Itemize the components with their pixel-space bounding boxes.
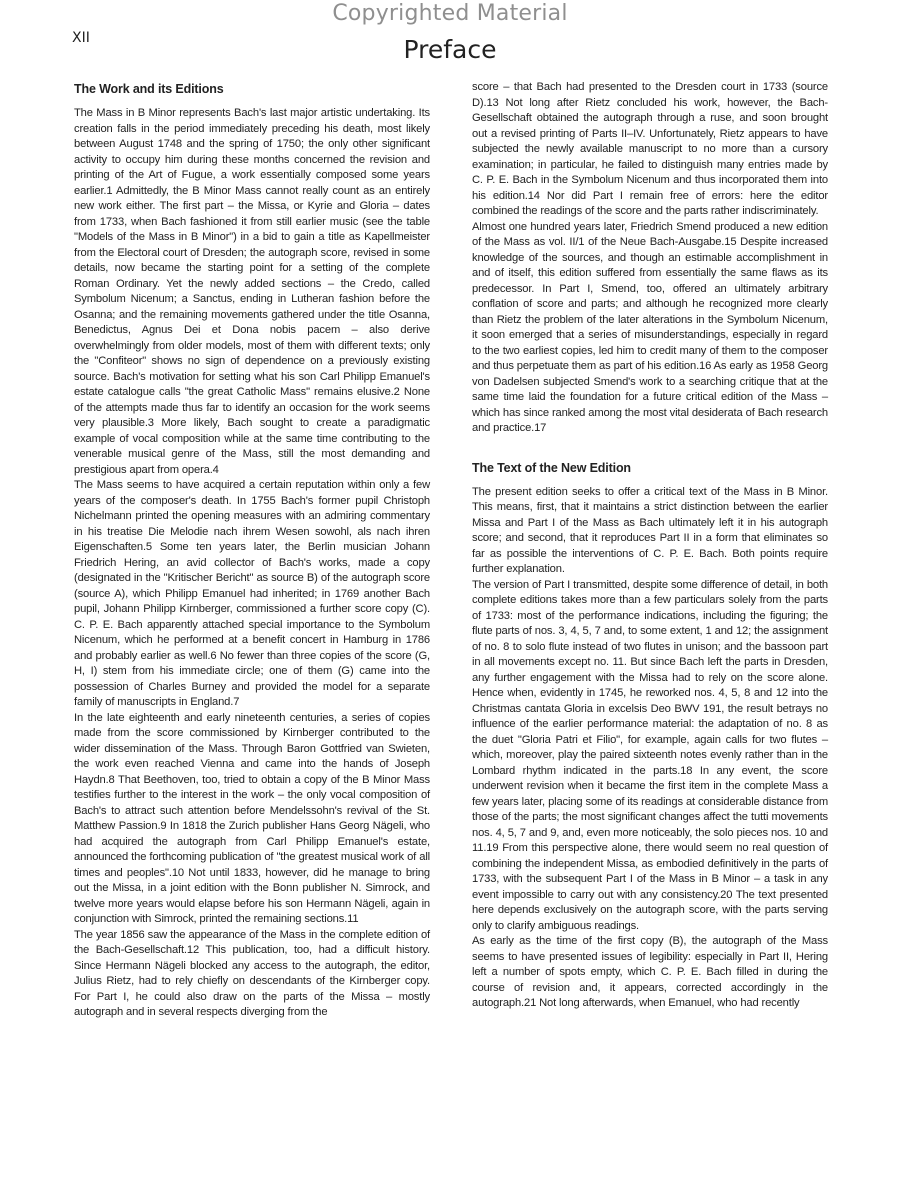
left-column xyxy=(74,80,430,1021)
paragraph: The Mass in B Minor represents Bach's last major artistic undertaking. Its creation falls in the period immediately preceding his death, most likely between August 1748 and the spring of 1750; the only other significant activity to occupy him during these months concerned the revision and printing of the Art of Fugue, a work essentially composed some years earlier.1 Admittedly, the B Minor Mass cannot really count as an entirely new work either. The first part – the Missa, or Kyrie and Gloria – dates from 1733, when Bach fashioned it from still earlier music (see the table "Models of the Mass in B Minor") in a bid to gain a title as Kapellmeister from the Electoral court of Dresden; the autograph score, revised in some details, now became the starting point for a setting of the complete Roman Ordinary. Yet the newly added sections – the Credo, called Symbolum Nicenum; a Sanctus, ending in Lutheran fashion before the Osanna; and the remaining movements gathered under the title Osanna, Benedictus, Agnus Dei et Dona nobis pacem – also derive overwhelmingly from older models, most of them with different texts; only the "Confiteor" shows no sign of dependence on a previously existing source. Bach's motivation for setting what his son Carl Philipp Emanuel's estate catalogue calls "the great Catholic Mass" remains elusive.2 None of the attempts made thus far to identify an occasion for the work seems very plausible.3 More likely, Bach sought to create a paradigmatic example of vocal composition while at the same time contributing to the venerable musical genre of the Mass, still the most demanding and prestigious apart from opera.4 xyxy=(74,107,430,476)
paragraph: As early as the time of the first copy (B), the autograph of the Mass seems to have presented issues of legibility: especially in Part II, Hering left a number of spots empty, which C. P. E. Bach filled in during the course of revision and, it appears, corrected accordingly in the autograph.21 Not long afterwards, when Emanuel, who had recently xyxy=(472,935,828,1009)
page-title: Preface xyxy=(403,35,497,64)
paragraph: The version of Part I transmitted, despite some difference of detail, in both complete editions takes more than a few particulars solely from the parts of 1733: most of the performance indications, including the figuring; the flute parts of nos. 3, 4, 5, 7 and, to some extent, 1 and 12; the assignment of no. 8 to solo flute instead of two flutes in unison; and the bassoon part in all movements except no. 11. But since Bach left the parts in Dresden, any further engagement with the Missa had to rely on the score alone. Hence when, evidently in 1745, he reworked nos. 4, 5, 8 and 12 into the Christmas cantata Gloria in excelsis Deo BWV 191, the result betrays no influence of the earlier performance material: the adaptation of no. 8 as the duet "Gloria Patri et Filio", for example, again calls for two flutes – which, moreover, play the paired sixteenth notes evenly rather than in the Lombard rhythm indicated in the parts.18 In any event, the score underwent revision when it became the first item in the complete Mass a few years later, placing some of its readings at considerable distance from those of the parts; the most significant changes affect the tutti movements nos. 4, 5, 7 and 9, and, even more noticeably, the solo pieces nos. 10 and 11.19 From this perspective alone, there would seem no real question of combining the independent Missa, as embodied definitively in the parts of 1733, with the subsequent Part I of the Mass in B Minor – a task in any event impossible to carry out with any consistency.20 The text presented here depends exclusively on the autograph score, with the parts serving only to clarify ambiguous readings. xyxy=(472,578,828,932)
paragraph: Almost one hundred years later, Friedrich Smend produced a new edition of the Mass as vol. II/1 of the Neue Bach-Ausgabe.15 Despite increased knowledge of the sources, and though an estimable accomplishment in and of itself, this edition suffered from essentially the same flaws as its predecessor. In Part I, Smend, too, offered an ultimately arbitrary conflation of score and parts; and although he recognized more clearly than Rietz the problem of the later alterations in the Symbolum Nicenum, it soon emerged that a series of misunderstandings, especially in regard to the two earliest copies, led him to credit many of them to the composer and thus perpetuate them as part of his edition.16 As early as 1958 Georg von Dadelsen subjected Smend's work to a searching critique that at the same time laid the foundation for a future critical edition of the Mass – which has since ranked among the most vital desiderata of Bach research and practice.17 xyxy=(472,220,828,434)
paragraph: In the late eighteenth and early nineteenth centuries, a series of copies made from the score commissioned by Kirnberger contributed to the wider dissemination of the Mass. Through Baron Gottfried van Swieten, the work even reached Vienna and came into the hands of Joseph Haydn.8 That Beethoven, too, tried to obtain a copy of the B Minor Mass testifies further to the interest in the work – the only vocal composition of Bach's to attract such attention before Mendelssohn's revival of the St. Matthew Passion.9 In 1818 the Zurich publisher Hans Georg Nägeli, who had acquired the autograph from Carl Philipp Emanuel's estate, announced the forthcoming publication of "the greatest musical work of all times and peoples".10 Not until 1833, however, did he manage to bring out the Missa, in a joint edition with the Bonn publisher N. Simrock, and twelve more years would elapse before his son Hermann Nägeli, again in conjunction with Simrock, printed the remaining sections.11 xyxy=(74,711,430,925)
paragraph: The year 1856 saw the appearance of the Mass in the complete edition of the Bach-Gesellschaft.12 This publication, too, had a difficult history. Since Hermann Nägeli blocked any access to the autograph, the editor, Julius Rietz, had to rely chiefly on descendants of the Kirnberger copy. For Part I, he could also draw on the parts of the Missa – mostly autograph and in several respects diverging from the xyxy=(74,928,430,1018)
paragraph: The Mass seems to have acquired a certain reputation within only a few years of the composer's death. In 1755 Bach's former pupil Christoph Nichelmann printed the opening measures with an admiring commentary in his treatise Die Melodie nach ihrem Wesen sowohl, als nach ihren Eigenschaften.5 Some ten years later, the Berlin musician Johann Friedrich Hering, an avid collector of Bach's works, made a copy (designated in the "Kritischer Bericht" as source B) of the autograph score (source A), which Philipp Emanuel had inherited; in 1769 another Bach pupil, Johann Philipp Kirnberger, commissioned a further score copy (C). C. P. E. Bach apparently attached special importance to the Symbolum Nicenum, which he performed at a benefit concert in Hamburg in 1786 and probably earlier as well.6 No fewer than three copies of the score (G, H, I) stem from his immediate circle; one of them (G) came into the possession of Charles Burney and provided the model for a separate family of manuscripts in England.7 xyxy=(74,479,430,708)
paragraph: score – that Bach had presented to the Dresden court in 1733 (source D).13 Not long after Rietz concluded his work, however, the Bach-Gesellschaft obtained the autograph through a ruse, and soon brought out a revised printing of Parts II–IV. Unfortunately, Rietz appears to have subjected the newly available manuscript to no more than a cursory examination; in particular, he failed to distinguish many entries made by C. P. E. Bach in the Symbolum Nicenum and thus incorporated them into his edition.14 Nor did Part I remain free of errors: here the editor combined the readings of the score and the parts rather indiscriminately. xyxy=(472,81,828,217)
right-column xyxy=(472,80,828,1012)
paragraph: The present edition seeks to offer a critical text of the Mass in B Minor. This means, first, that it maintains a strict distinction between the earlier Missa and Part I of the Mass as Bach ultimately left it in his autograph score; and second, that it reproduces Part II in a form that eliminates so far as possible the interventions of C. P. E. Bach. Both points require further explanation. xyxy=(472,485,828,575)
page-number: XII xyxy=(72,30,90,46)
copyright-watermark: Copyrighted Material xyxy=(332,1,568,26)
section-heading-work-editions: The Work and its Editions xyxy=(74,82,224,96)
section-heading-text-new-edition: The Text of the New Edition xyxy=(472,460,631,475)
